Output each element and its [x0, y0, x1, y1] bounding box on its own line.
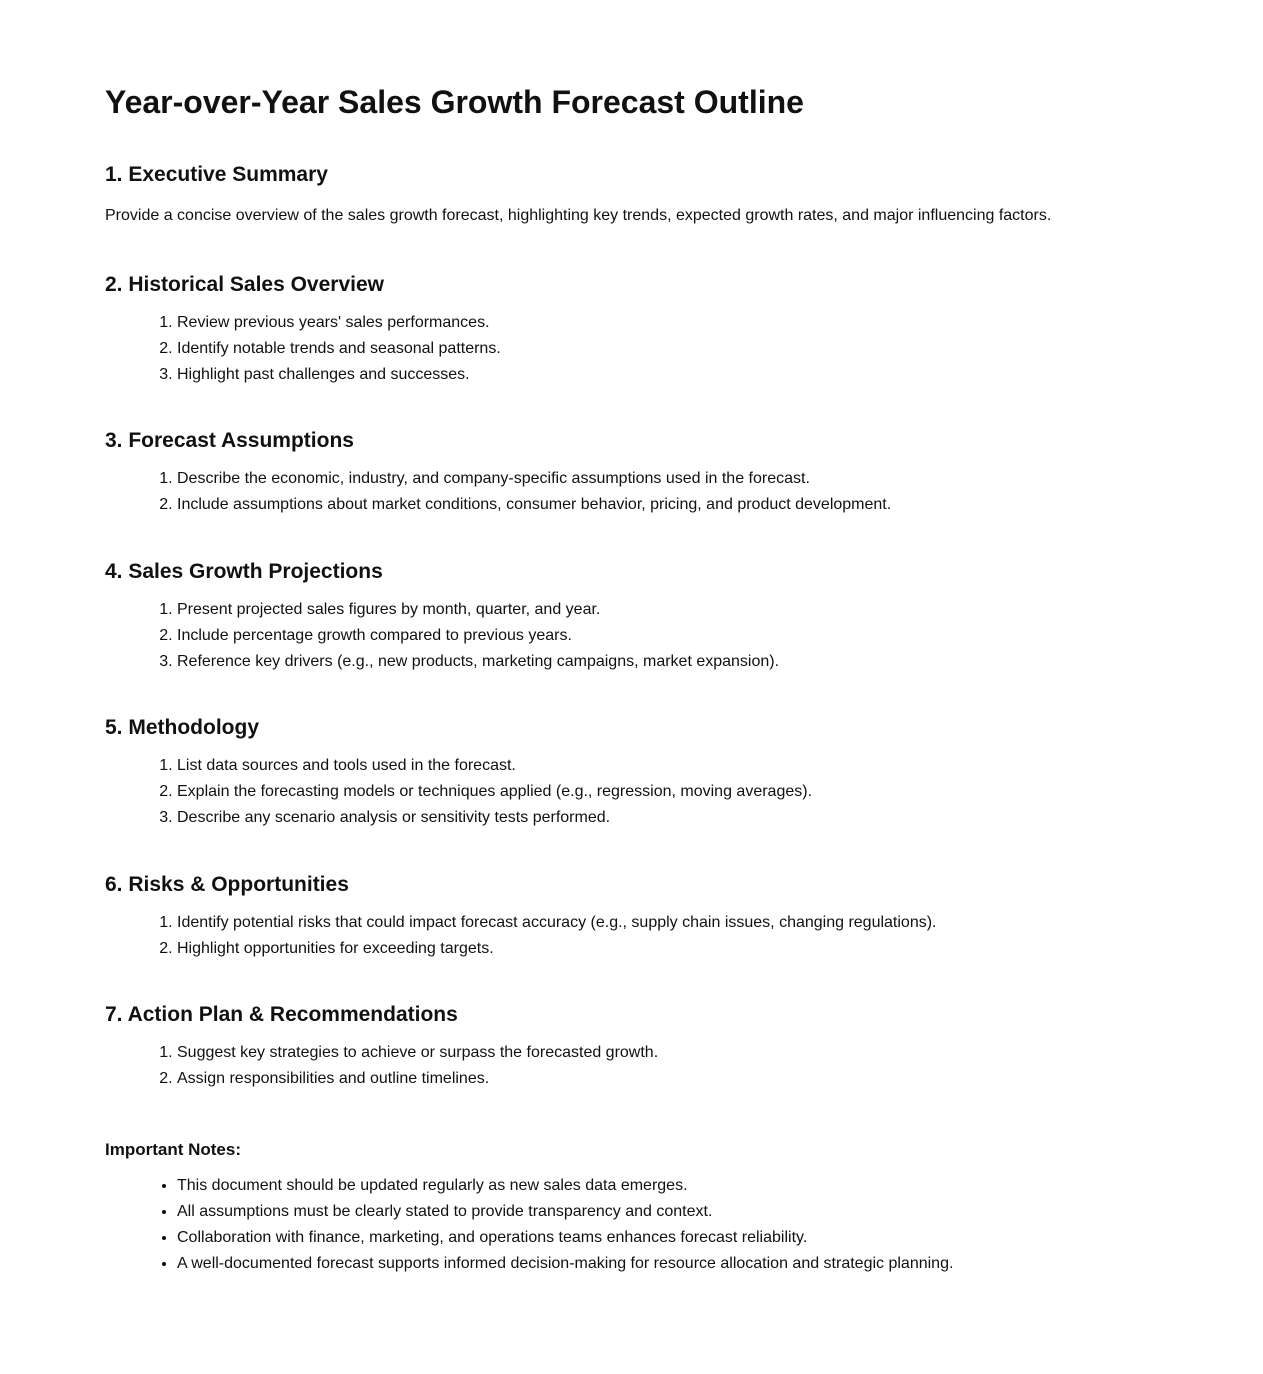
section-heading: 1. Executive Summary [105, 163, 328, 186]
numbered-list [105, 753, 1203, 831]
list-item: 1. List data sources and tools used in the forecast. [177, 753, 1203, 779]
list-item: 1. Describe the economic, industry, and company-specific assumptions used in the forecast. [177, 466, 1203, 492]
numbered-list [105, 597, 1203, 675]
notes-heading: Important Notes: [105, 1140, 241, 1159]
list-item: 2. Identify notable trends and seasonal patterns. [177, 336, 1203, 362]
list-item: • Collaboration with finance, marketing, and operations teams enhances forecast reliability. [177, 1225, 1203, 1251]
list-item: 1. Suggest key strategies to achieve or surpass the forecasted growth. [177, 1040, 1203, 1066]
section-heading: 6. Risks & Opportunities [105, 873, 349, 896]
numbered-list [105, 1040, 1203, 1092]
section-sales-growth-projections [105, 558, 1203, 675]
list-item: 1. Review previous years' sales performances. [177, 310, 1203, 336]
list-item: • All assumptions must be clearly stated to provide transparency and context. [177, 1199, 1203, 1225]
bullet-list [105, 1173, 1203, 1277]
page-title: Year-over-Year Sales Growth Forecast Outline [105, 84, 804, 120]
section-paragraph: Provide a concise overview of the sales growth forecast, highlighting key trends, expected growth rates, and major influencing factors. [105, 207, 1052, 224]
numbered-list [105, 310, 1203, 388]
list-item: 2. Explain the forecasting models or techniques applied (e.g., regression, moving averages). [177, 779, 1203, 805]
section-forecast-assumptions [105, 427, 1203, 518]
section-risks-opportunities [105, 871, 1203, 962]
list-item: 3. Describe any scenario analysis or sensitivity tests performed. [177, 805, 1203, 831]
section-heading: 7. Action Plan & Recommendations [105, 1003, 458, 1026]
numbered-list [105, 466, 1203, 518]
numbered-list [105, 910, 1203, 962]
list-item: 3. Reference key drivers (e.g., new products, marketing campaigns, market expansion). [177, 649, 1203, 675]
list-item: • A well-documented forecast supports informed decision-making for resource allocation and strategic planning. [177, 1251, 1203, 1277]
section-heading: 4. Sales Growth Projections [105, 560, 383, 583]
section-heading: 3. Forecast Assumptions [105, 429, 354, 452]
section-heading: 5. Methodology [105, 716, 259, 739]
list-item: 1. Present projected sales figures by month, quarter, and year. [177, 597, 1203, 623]
section-action-plan [105, 1001, 1203, 1092]
list-item: 2. Include assumptions about market conditions, consumer behavior, pricing, and product development. [177, 492, 1203, 518]
section-historical-sales-overview [105, 271, 1203, 388]
list-item: 2. Highlight opportunities for exceeding targets. [177, 936, 1203, 962]
list-item: 2. Assign responsibilities and outline timelines. [177, 1066, 1203, 1092]
list-item: 1. Identify potential risks that could impact forecast accuracy (e.g., supply chain issues, changing regulations). [177, 910, 1203, 936]
important-notes [105, 1138, 1203, 1277]
list-item: 2. Include percentage growth compared to previous years. [177, 623, 1203, 649]
section-heading: 2. Historical Sales Overview [105, 273, 384, 296]
list-item: 3. Highlight past challenges and successes. [177, 362, 1203, 388]
list-item: • This document should be updated regularly as new sales data emerges. [177, 1173, 1203, 1199]
section-executive-summary [105, 161, 1203, 227]
section-methodology [105, 714, 1203, 831]
